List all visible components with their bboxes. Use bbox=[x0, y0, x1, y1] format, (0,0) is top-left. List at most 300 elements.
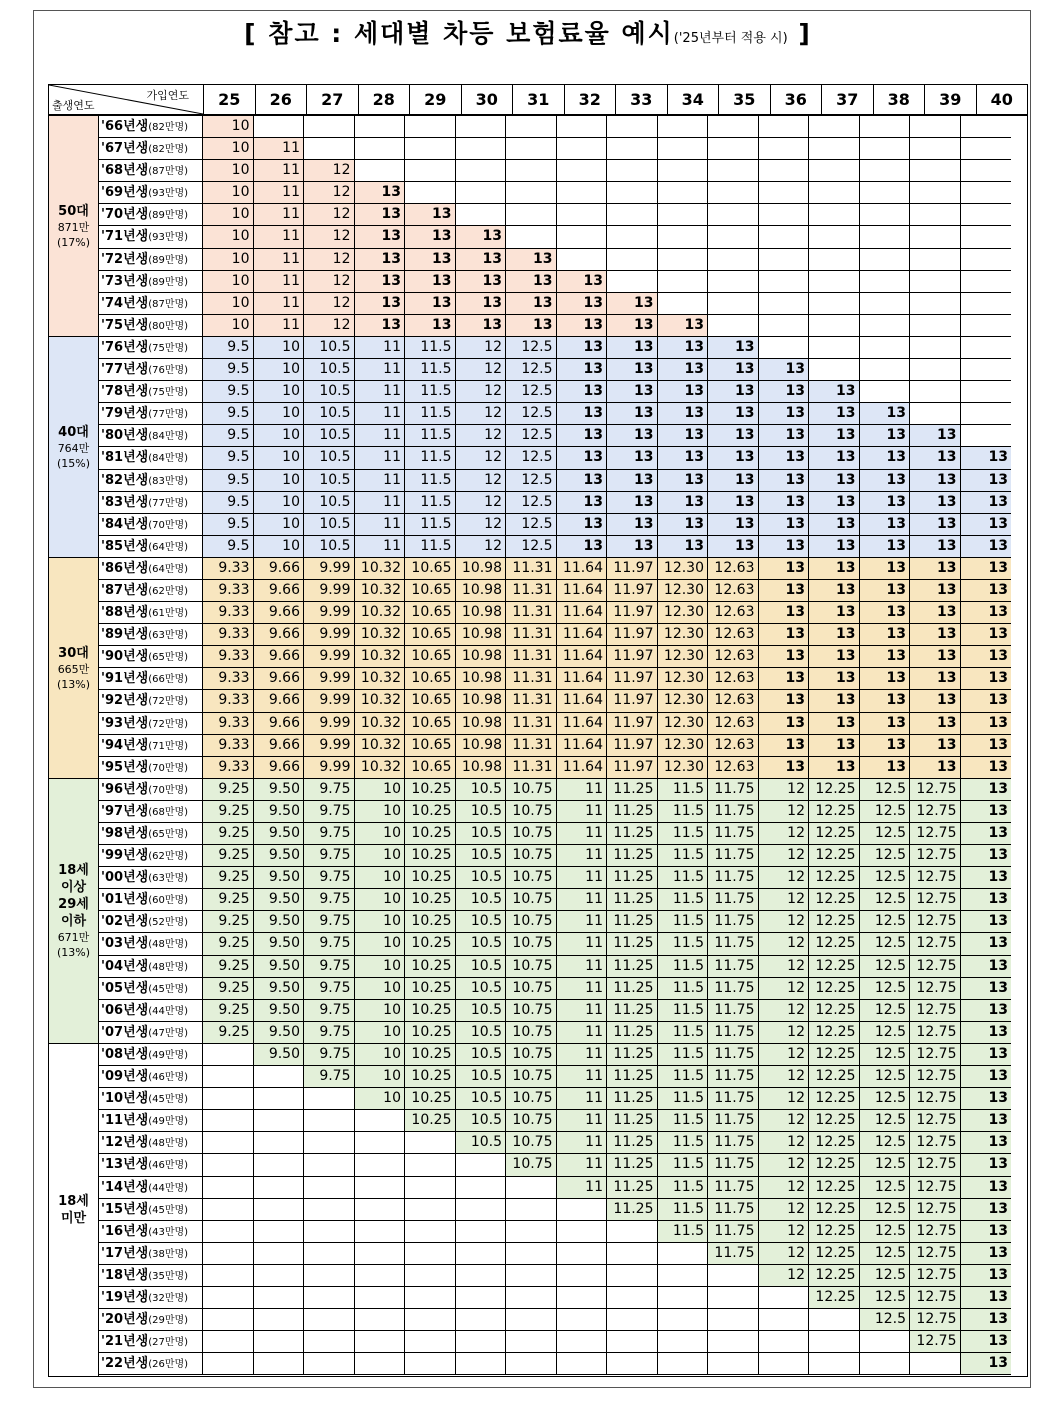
rate-cell: 12.5 bbox=[506, 381, 557, 403]
birth-year: '09년생 bbox=[101, 1069, 149, 1085]
birth-year-label bbox=[99, 646, 203, 668]
rate-cell: 13 bbox=[809, 381, 860, 403]
rate-cell: 13 bbox=[860, 757, 911, 779]
rate-cell: 12.30 bbox=[658, 580, 709, 602]
table-row bbox=[99, 867, 1011, 889]
rate-cell: 13 bbox=[961, 1221, 1012, 1243]
rate-cell: 10.5 bbox=[456, 801, 507, 823]
birth-count: (62만명) bbox=[148, 585, 189, 597]
rate-cell: 11.5 bbox=[658, 867, 709, 889]
rate-cell: 12.5 bbox=[860, 956, 911, 978]
rate-cell: 11.75 bbox=[708, 1154, 759, 1176]
rate-cell bbox=[304, 1132, 355, 1154]
rate-cell bbox=[910, 271, 961, 293]
rate-cell bbox=[910, 160, 961, 182]
rate-cell bbox=[203, 1110, 254, 1132]
rate-cell: 13 bbox=[809, 757, 860, 779]
rate-cell: 12.5 bbox=[860, 1309, 911, 1331]
rate-cell bbox=[809, 359, 860, 381]
rate-cell: 9.33 bbox=[203, 646, 254, 668]
year-header: 27 bbox=[307, 85, 359, 114]
rate-cell bbox=[456, 1265, 507, 1287]
rate-cell: 9.75 bbox=[304, 978, 355, 1000]
rate-cell bbox=[607, 1243, 658, 1265]
rate-cell: 12 bbox=[304, 226, 355, 248]
rate-cell bbox=[860, 293, 911, 315]
rate-cell: 13 bbox=[557, 293, 608, 315]
rate-cell bbox=[658, 249, 709, 271]
rate-cell: 12 bbox=[456, 337, 507, 359]
rate-cell: 11.5 bbox=[658, 845, 709, 867]
birth-year-label bbox=[99, 624, 203, 646]
birth-count: (49만명) bbox=[148, 1116, 189, 1128]
rate-cell: 9.75 bbox=[304, 911, 355, 933]
age-group-name: 50대 bbox=[58, 203, 89, 219]
rate-cell: 12 bbox=[759, 801, 810, 823]
table-row bbox=[99, 359, 1011, 381]
rate-cell: 13 bbox=[658, 315, 709, 337]
table-row bbox=[99, 1154, 1011, 1176]
rate-cell: 11.64 bbox=[557, 624, 608, 646]
rate-cell: 10.65 bbox=[405, 602, 456, 624]
rate-cell bbox=[910, 204, 961, 226]
rate-cell bbox=[254, 1353, 305, 1375]
rate-cell: 12.25 bbox=[809, 823, 860, 845]
birth-year-label bbox=[99, 116, 203, 138]
rate-cell: 13 bbox=[759, 492, 810, 514]
rate-cell: 12.75 bbox=[910, 1287, 961, 1309]
rate-cell: 12.5 bbox=[860, 933, 911, 955]
rate-cell bbox=[759, 160, 810, 182]
rate-cell bbox=[910, 1353, 961, 1375]
rate-cell: 9.75 bbox=[304, 889, 355, 911]
rate-cell: 13 bbox=[961, 492, 1012, 514]
rate-cell: 9.5 bbox=[203, 381, 254, 403]
birth-year-label bbox=[99, 403, 203, 425]
corner-birth-year-label: 출생연도 bbox=[52, 99, 95, 112]
birth-count: (87만명) bbox=[148, 166, 189, 178]
rate-cell: 12 bbox=[304, 249, 355, 271]
table-row bbox=[99, 580, 1011, 602]
rate-cell: 13 bbox=[456, 226, 507, 248]
rate-cell: 12 bbox=[759, 1154, 810, 1176]
rate-cell: 10.5 bbox=[456, 978, 507, 1000]
rate-cell: 9.25 bbox=[203, 911, 254, 933]
rate-cell: 13 bbox=[557, 359, 608, 381]
birth-year-label bbox=[99, 492, 203, 514]
rate-cell: 10 bbox=[355, 1022, 406, 1044]
table-row bbox=[99, 1022, 1011, 1044]
rate-cell bbox=[405, 1309, 456, 1331]
rate-cell: 12 bbox=[759, 978, 810, 1000]
rate-cell: 9.66 bbox=[254, 646, 305, 668]
rate-cell: 12.63 bbox=[708, 690, 759, 712]
rate-cell bbox=[860, 1353, 911, 1375]
rate-cell bbox=[658, 182, 709, 204]
birth-year: '92년생 bbox=[101, 693, 149, 709]
rate-cell bbox=[355, 1110, 406, 1132]
rate-cell: 10 bbox=[355, 911, 406, 933]
rate-cell: 10.25 bbox=[405, 845, 456, 867]
rate-cell: 13 bbox=[759, 668, 810, 690]
birth-count: (48만명) bbox=[148, 1138, 189, 1150]
birth-year: '69년생 bbox=[101, 185, 149, 201]
rate-cell: 11 bbox=[557, 1154, 608, 1176]
rate-cell bbox=[304, 1177, 355, 1199]
rate-cell: 11.25 bbox=[607, 1177, 658, 1199]
rate-cell: 11.64 bbox=[557, 713, 608, 735]
rate-cell bbox=[809, 293, 860, 315]
table-row bbox=[99, 1353, 1011, 1375]
rate-cell bbox=[708, 182, 759, 204]
rate-cell: 11.75 bbox=[708, 1177, 759, 1199]
rate-cell: 11 bbox=[254, 293, 305, 315]
rate-cell bbox=[607, 138, 658, 160]
table-row bbox=[99, 182, 1011, 204]
birth-year-label bbox=[99, 425, 203, 447]
rate-cell: 12 bbox=[759, 845, 810, 867]
premium-rate-table bbox=[48, 84, 1028, 1377]
rate-cell: 12.75 bbox=[910, 933, 961, 955]
year-header: 25 bbox=[204, 85, 256, 114]
birth-year-label bbox=[99, 1000, 203, 1022]
rate-cell: 12 bbox=[759, 1199, 810, 1221]
rate-cell: 13 bbox=[961, 558, 1012, 580]
rate-cell: 13 bbox=[961, 978, 1012, 1000]
rate-cell: 13 bbox=[355, 315, 406, 337]
rate-cell bbox=[607, 249, 658, 271]
rate-cell: 11.75 bbox=[708, 845, 759, 867]
rate-cell bbox=[557, 1331, 608, 1353]
birth-year: '89년생 bbox=[101, 627, 149, 643]
rate-cell: 13 bbox=[557, 271, 608, 293]
rate-cell: 9.25 bbox=[203, 779, 254, 801]
page-title bbox=[0, 14, 1056, 50]
rate-cell: 11 bbox=[355, 514, 406, 536]
rate-cell bbox=[961, 138, 1012, 160]
rate-cell: 12.75 bbox=[910, 956, 961, 978]
rate-cell: 10.98 bbox=[456, 690, 507, 712]
rate-cell: 13 bbox=[809, 668, 860, 690]
age-group-name: 40대 bbox=[58, 424, 89, 440]
rate-cell: 12 bbox=[759, 911, 810, 933]
rate-cell: 11.31 bbox=[506, 757, 557, 779]
birth-year-label bbox=[99, 1154, 203, 1176]
rate-cell bbox=[254, 1132, 305, 1154]
age-groups bbox=[49, 116, 99, 1376]
title-main: [ 참고 : 세대별 차등 보험료율 예시 bbox=[244, 19, 674, 48]
birth-count: (46만명) bbox=[148, 1160, 189, 1172]
birth-year: '22년생 bbox=[101, 1356, 149, 1372]
rate-cell: 11 bbox=[557, 911, 608, 933]
rate-cell bbox=[456, 138, 507, 160]
rate-cell: 9.25 bbox=[203, 1022, 254, 1044]
rate-cell: 13 bbox=[961, 580, 1012, 602]
rate-cell: 11.64 bbox=[557, 690, 608, 712]
table-row bbox=[99, 624, 1011, 646]
rate-cell bbox=[506, 204, 557, 226]
rate-cell: 13 bbox=[405, 315, 456, 337]
age-group bbox=[49, 558, 99, 779]
birth-year: '87년생 bbox=[101, 582, 149, 598]
rate-cell: 10.25 bbox=[405, 1044, 456, 1066]
birth-count: (64만명) bbox=[148, 563, 189, 575]
rate-cell bbox=[254, 1088, 305, 1110]
birth-year: '04년생 bbox=[101, 958, 149, 974]
rate-cell bbox=[203, 1287, 254, 1309]
rate-cell: 13 bbox=[961, 536, 1012, 558]
table-row bbox=[99, 1132, 1011, 1154]
rate-cell: 13 bbox=[961, 514, 1012, 536]
rate-cell: 11 bbox=[254, 226, 305, 248]
rate-cell: 9.50 bbox=[254, 978, 305, 1000]
rate-cell: 11.64 bbox=[557, 558, 608, 580]
rate-cell: 9.75 bbox=[304, 956, 355, 978]
rate-cell bbox=[708, 116, 759, 138]
rate-cell bbox=[607, 1331, 658, 1353]
rate-cell: 11 bbox=[557, 823, 608, 845]
rate-cell: 9.99 bbox=[304, 713, 355, 735]
rate-cell: 9.5 bbox=[203, 514, 254, 536]
rate-cell: 13 bbox=[961, 757, 1012, 779]
rate-cell bbox=[860, 249, 911, 271]
rate-cell: 13 bbox=[860, 403, 911, 425]
rate-cell: 11 bbox=[557, 956, 608, 978]
age-group-population: 764만 bbox=[57, 441, 90, 455]
rate-cell: 12 bbox=[759, 956, 810, 978]
rate-cell: 10.5 bbox=[456, 1088, 507, 1110]
rate-cell: 12.5 bbox=[506, 492, 557, 514]
rate-cell: 12.5 bbox=[860, 1221, 911, 1243]
birth-year: '14년생 bbox=[101, 1179, 149, 1195]
birth-year-label bbox=[99, 1243, 203, 1265]
rate-cell bbox=[658, 138, 709, 160]
rate-cell bbox=[759, 249, 810, 271]
rate-cell: 11.97 bbox=[607, 668, 658, 690]
birth-count: (82만명) bbox=[148, 144, 189, 156]
rate-cell bbox=[557, 1309, 608, 1331]
rate-cell: 11.31 bbox=[506, 624, 557, 646]
rate-cell bbox=[405, 1132, 456, 1154]
rate-cell bbox=[860, 1331, 911, 1353]
table-row bbox=[99, 735, 1011, 757]
rate-cell: 10.75 bbox=[506, 1132, 557, 1154]
birth-year: '85년생 bbox=[101, 538, 149, 554]
age-group-percent: (15%) bbox=[56, 456, 91, 470]
table-row bbox=[99, 558, 1011, 580]
rate-cell: 10 bbox=[203, 249, 254, 271]
rate-cell bbox=[708, 204, 759, 226]
rate-cell: 13 bbox=[809, 492, 860, 514]
rate-cell bbox=[809, 160, 860, 182]
table-row bbox=[99, 492, 1011, 514]
rate-cell: 9.75 bbox=[304, 867, 355, 889]
birth-year-label bbox=[99, 514, 203, 536]
rate-cell: 13 bbox=[809, 713, 860, 735]
rate-cell: 13 bbox=[809, 602, 860, 624]
birth-count: (72만명) bbox=[148, 696, 189, 708]
birth-year-label bbox=[99, 226, 203, 248]
year-header: 29 bbox=[410, 85, 462, 114]
rate-cell bbox=[809, 138, 860, 160]
rate-cell bbox=[910, 226, 961, 248]
rate-cell: 10 bbox=[355, 933, 406, 955]
rate-cell: 11.97 bbox=[607, 713, 658, 735]
birth-count: (77만명) bbox=[148, 409, 189, 421]
rate-cell bbox=[405, 1287, 456, 1309]
rate-cell: 10.5 bbox=[456, 1044, 507, 1066]
rate-cell: 10.25 bbox=[405, 1022, 456, 1044]
rate-cell: 13 bbox=[557, 447, 608, 469]
rate-cell bbox=[405, 116, 456, 138]
rate-cell bbox=[506, 116, 557, 138]
rate-cell: 12 bbox=[456, 359, 507, 381]
rate-cell: 12 bbox=[456, 381, 507, 403]
rate-cell: 9.25 bbox=[203, 933, 254, 955]
rate-cell: 10.5 bbox=[456, 956, 507, 978]
rate-cell: 12.5 bbox=[506, 447, 557, 469]
rate-cell: 13 bbox=[759, 580, 810, 602]
rate-cell: 11.5 bbox=[658, 956, 709, 978]
rate-cell bbox=[254, 1265, 305, 1287]
rate-cell: 13 bbox=[809, 624, 860, 646]
rate-cell bbox=[405, 182, 456, 204]
rate-cell: 12.5 bbox=[860, 1243, 911, 1265]
rate-cell: 10 bbox=[254, 359, 305, 381]
rate-cell: 10.5 bbox=[456, 1066, 507, 1088]
rate-cell bbox=[708, 249, 759, 271]
rate-cell bbox=[961, 293, 1012, 315]
rate-cell: 13 bbox=[355, 249, 406, 271]
rate-cell: 12.25 bbox=[809, 1088, 860, 1110]
birth-year-label bbox=[99, 1088, 203, 1110]
year-header: 36 bbox=[771, 85, 823, 114]
rate-cell bbox=[355, 1221, 406, 1243]
rate-cell: 13 bbox=[557, 381, 608, 403]
table-row bbox=[99, 757, 1011, 779]
rate-cell: 11 bbox=[557, 1110, 608, 1132]
birth-year: '68년생 bbox=[101, 163, 149, 179]
rate-cell bbox=[506, 226, 557, 248]
rate-cell: 10.65 bbox=[405, 735, 456, 757]
rate-cell: 13 bbox=[708, 359, 759, 381]
rate-cell bbox=[809, 1331, 860, 1353]
rate-cell: 11.75 bbox=[708, 779, 759, 801]
rate-cell bbox=[456, 1287, 507, 1309]
rate-cell bbox=[809, 182, 860, 204]
rate-cell: 10.5 bbox=[304, 337, 355, 359]
birth-count: (89만명) bbox=[148, 276, 189, 288]
rate-cell: 10.5 bbox=[456, 933, 507, 955]
rate-cell: 13 bbox=[708, 470, 759, 492]
table-row bbox=[99, 779, 1011, 801]
rate-cell bbox=[658, 116, 709, 138]
rate-cell: 12.5 bbox=[506, 403, 557, 425]
rate-cell: 13 bbox=[961, 1110, 1012, 1132]
year-header: 31 bbox=[513, 85, 565, 114]
rate-cell bbox=[607, 1353, 658, 1375]
rate-cell: 9.5 bbox=[203, 425, 254, 447]
rate-cell: 9.99 bbox=[304, 646, 355, 668]
rate-cell: 11.64 bbox=[557, 668, 608, 690]
rate-cell: 12.5 bbox=[860, 1199, 911, 1221]
rate-cell: 13 bbox=[910, 514, 961, 536]
table-row bbox=[99, 1044, 1011, 1066]
rate-cell: 13 bbox=[607, 293, 658, 315]
rate-cell bbox=[607, 1287, 658, 1309]
rate-cell: 10.25 bbox=[405, 867, 456, 889]
rate-cell: 10.5 bbox=[304, 403, 355, 425]
table-row bbox=[99, 889, 1011, 911]
rate-cell: 12 bbox=[759, 823, 810, 845]
birth-year: '20년생 bbox=[101, 1312, 149, 1328]
birth-year-label bbox=[99, 889, 203, 911]
age-group bbox=[49, 1044, 99, 1376]
rate-cell: 13 bbox=[658, 470, 709, 492]
birth-year-label bbox=[99, 536, 203, 558]
rate-cell: 13 bbox=[809, 735, 860, 757]
rate-cell bbox=[355, 1353, 406, 1375]
rate-cell: 11.75 bbox=[708, 1066, 759, 1088]
rate-cell: 10.98 bbox=[456, 668, 507, 690]
rate-cell: 11.25 bbox=[607, 1154, 658, 1176]
birth-year: '16년생 bbox=[101, 1223, 149, 1239]
rate-cell: 12.5 bbox=[860, 889, 911, 911]
rate-cell: 12 bbox=[456, 403, 507, 425]
year-header: 35 bbox=[719, 85, 771, 114]
rate-cell bbox=[607, 116, 658, 138]
rate-cell bbox=[405, 1331, 456, 1353]
rate-cell bbox=[304, 1088, 355, 1110]
rate-cell: 13 bbox=[708, 337, 759, 359]
rate-cell bbox=[355, 160, 406, 182]
rate-cell: 13 bbox=[708, 403, 759, 425]
table-row bbox=[99, 1331, 1011, 1353]
rate-cell bbox=[759, 182, 810, 204]
rate-cell bbox=[304, 1221, 355, 1243]
rate-cell: 12.63 bbox=[708, 668, 759, 690]
rate-cell bbox=[658, 271, 709, 293]
rate-cell: 12.75 bbox=[910, 867, 961, 889]
rate-cell: 10.75 bbox=[506, 933, 557, 955]
rate-cell: 12.25 bbox=[809, 1287, 860, 1309]
rate-cell: 13 bbox=[607, 403, 658, 425]
rate-cell: 13 bbox=[607, 359, 658, 381]
rate-cell bbox=[910, 249, 961, 271]
birth-count: (71만명) bbox=[148, 740, 189, 752]
table-row bbox=[99, 536, 1011, 558]
rate-cell bbox=[254, 1154, 305, 1176]
rate-cell: 13 bbox=[910, 470, 961, 492]
rate-cell: 11.25 bbox=[607, 801, 658, 823]
birth-year: '83년생 bbox=[101, 494, 149, 510]
rate-cell: 13 bbox=[910, 624, 961, 646]
year-header: 39 bbox=[925, 85, 977, 114]
rate-cell bbox=[405, 1243, 456, 1265]
rate-cell: 11 bbox=[557, 1132, 608, 1154]
rate-cell: 13 bbox=[961, 735, 1012, 757]
rate-cell bbox=[708, 293, 759, 315]
birth-year: '05년생 bbox=[101, 980, 149, 996]
rate-cell bbox=[355, 1331, 406, 1353]
birth-year: '00년생 bbox=[101, 870, 149, 886]
rate-cell: 11.25 bbox=[607, 911, 658, 933]
rate-cell bbox=[910, 138, 961, 160]
rate-cell: 11.31 bbox=[506, 735, 557, 757]
rate-cell: 13 bbox=[809, 580, 860, 602]
rate-cell: 11.25 bbox=[607, 1044, 658, 1066]
birth-year: '13년생 bbox=[101, 1157, 149, 1173]
